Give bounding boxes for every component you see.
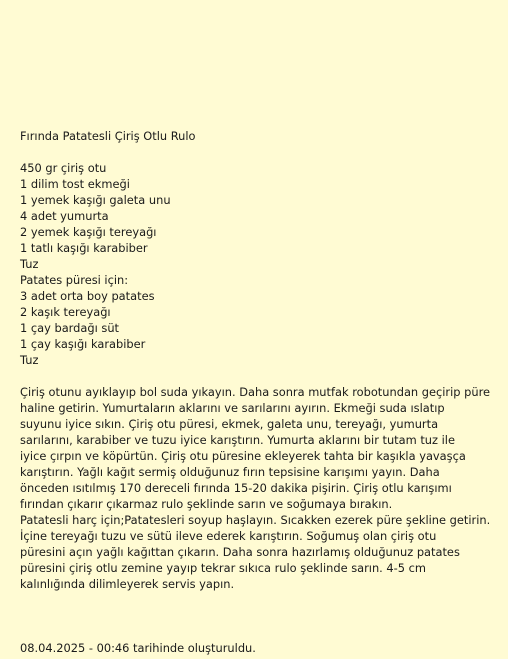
- ingredient-item: 1 çay kaşığı karabiber: [20, 337, 146, 351]
- recipe-document: [20, 128, 490, 592]
- ingredient-list: [20, 160, 490, 368]
- instruction-line: kalınlığında dilimleyerek servis yapın.: [20, 577, 235, 591]
- instruction-line: Patatesli harç için;Patatesleri soyup haşlayın. Sıcakken ezerek püre şekline getirin.: [20, 513, 491, 527]
- recipe-title: Fırında Patatesli Çiriş Otlu Rulo: [20, 129, 196, 143]
- instruction-line: püresini çiriş otlu zemine yayıp tekrar sıkıca rulo şeklinde sarın. 4-5 cm: [20, 561, 427, 575]
- ingredient-item: Tuz: [20, 257, 39, 271]
- ingredient-subheading: Patates püresi için:: [20, 273, 129, 287]
- ingredient-item: 2 kaşık tereyağı: [20, 305, 111, 319]
- ingredient-item: 4 adet yumurta: [20, 209, 109, 223]
- instruction-line: fırından çıkarır çıkarmaz rulo şeklinde sarın ve soğumaya bırakın.: [20, 497, 393, 511]
- instruction-line: önceden ısıtılmış 170 dereceli fırında 15-20 dakika pişirin. Çiriş otlu karışımı: [20, 481, 452, 495]
- instruction-line: Çiriş otunu ayıklayıp bol suda yıkayın. Daha sonra mutfak robotundan geçirip püre: [20, 385, 491, 399]
- instruction-line: karıştırın. Yağlı kağıt sermiş olduğunuz fırın tepsisine karışımı yayın. Daha: [20, 465, 440, 479]
- ingredient-item: 3 adet orta boy patates: [20, 289, 155, 303]
- ingredient-item: Tuz: [20, 353, 39, 367]
- instruction-line: sarılarını, karabiber ve tuzu iyice karıştırın. Yumurta aklarını bir tutam tuz ile: [20, 433, 455, 447]
- instruction-line: püresini açın yağlı kağıttan çıkarın. Daha sonra hazırlamış olduğunuz patates: [20, 545, 460, 559]
- instructions-text: [20, 384, 490, 592]
- ingredient-item: 2 yemek kaşığı tereyağı: [20, 225, 157, 239]
- ingredient-item: 1 dilim tost ekmeği: [20, 177, 130, 191]
- ingredient-item: 450 gr çiriş otu: [20, 161, 107, 175]
- ingredient-item: 1 tatlı kaşığı karabiber: [20, 241, 148, 255]
- ingredient-item: 1 çay bardağı süt: [20, 321, 120, 335]
- instruction-line: İçine tereyağı tuzu ve sütü ileve ederek karıştırın. Soğumuş olan çiriş otu: [20, 529, 437, 543]
- ingredient-item: 1 yemek kaşığı galeta unu: [20, 193, 171, 207]
- instruction-line: iyice çırpın ve köpürtün. Çiriş otu püresine ekleyerek tahta bir kaşıkla yavaşça: [20, 449, 466, 463]
- created-timestamp: 08.04.2025 - 00:46 tarihinde oluşturuldu.: [20, 641, 256, 655]
- instruction-line: suyunu iyice sıkın. Çiriş otu püresi, ekmek, galeta unu, tereyağı, yumurta: [20, 417, 439, 431]
- instruction-line: haline getirin. Yumurtaların aklarını ve sarılarını ayırın. Ekmeği suda ıslatıp: [20, 401, 445, 415]
